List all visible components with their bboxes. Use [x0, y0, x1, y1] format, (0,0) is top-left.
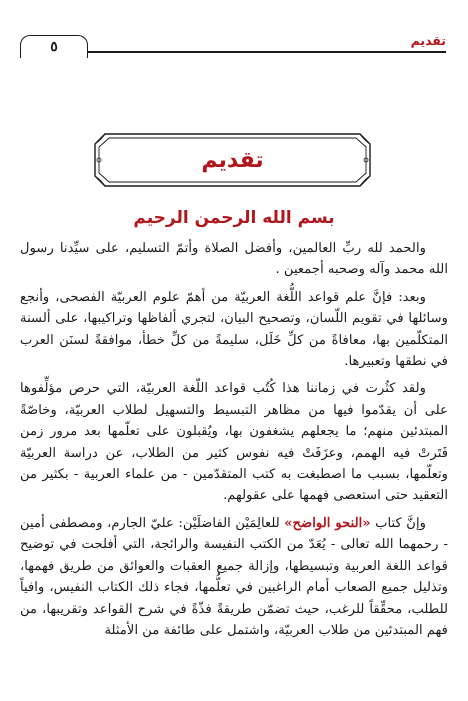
page-number — [20, 35, 88, 58]
paragraph-1: والحمد لله ربِّ العالمين، وأفضل الصلاة وأتمّ التسليم، على سيِّدنا رسول الله محمد وآله وصحبه أجمعين . — [20, 241, 448, 278]
paragraph-3: ولقد كثُرت في زماننا هذا كُتُب قواعد اللّغة العربيّة، التي حرص مؤلِّفوها على أن يقدّموا فيها من مظاهر التبسيط والتسهيل لطلاب العربيّة، وخاصّةً المبتدئين منهم؛ ما يجعلهم يشغفون بها، ويُقبلون على تعلّمها بعد مرور زمن فَتَرتْ فيه الهمم، وعزَفَتْ فيه نفوس كثير من الطلاب، عن دراسة العربيّة وتعلّمها، بسبب ما اصطبغت به كتب المتقدّمين - من علماء العربية - بكثير من التعقيد حتى استعصى فهمها على عقولهم. — [20, 381, 448, 504]
chapter-title-frame — [91, 130, 374, 190]
paragraph-4-rest: للعالِمَيْن الفاضلَيْن: عليّ الجارم، ومصطفى أمين - رحمهما الله تعالى - يُعَدّ من الكتب النفيسة والرائجة، التي أفلحت في توضيح قواعد اللغة العربية وتبسيطها، وإزالة جميع العقبات والعوائق من طريق فهمها، وتذليل جميع الصعاب أمام الراغبين في تعلُّمها، فجاء ذلك الكتاب النفيس، وافياً للطلب، محقِّقاً للرغب، حيث تضمّن طريقةً فذّةً في شرح القواعد وتقريبها، من فهم المبتدئين من طلاب العربيّة، واشتمل على طائفة من الأمثلة — [20, 515, 448, 638]
book-title: «النحو الواضح» — [284, 515, 371, 531]
chapter-title: تقديم — [201, 147, 264, 173]
paragraph-4 — [20, 513, 448, 641]
body-text — [20, 238, 448, 647]
paragraph-4-intro: وإنَّ كتاب — [370, 515, 426, 531]
running-header-title: تقديم — [410, 33, 446, 48]
page-number-label: ٥ — [50, 39, 58, 55]
basmala: بسم الله الرحمن الرحيم — [133, 208, 335, 228]
paragraph-2: وبعد: فإنَّ علم قواعد اللُّغة العربيّة من أهمّ علوم العربيّة الفصحى، وأنجع وسائلها في تقويم اللّسان، وتصحيح البيان، لتجري ألفاظها وتراكيبها، على ألسنة المتكلّمين بها، معافاةً من كلِّ خَلَل، سليمةً من كلِّ خطأ، موافقةً لسنَن العرب في نطقها وتعبيرها. — [20, 289, 448, 370]
